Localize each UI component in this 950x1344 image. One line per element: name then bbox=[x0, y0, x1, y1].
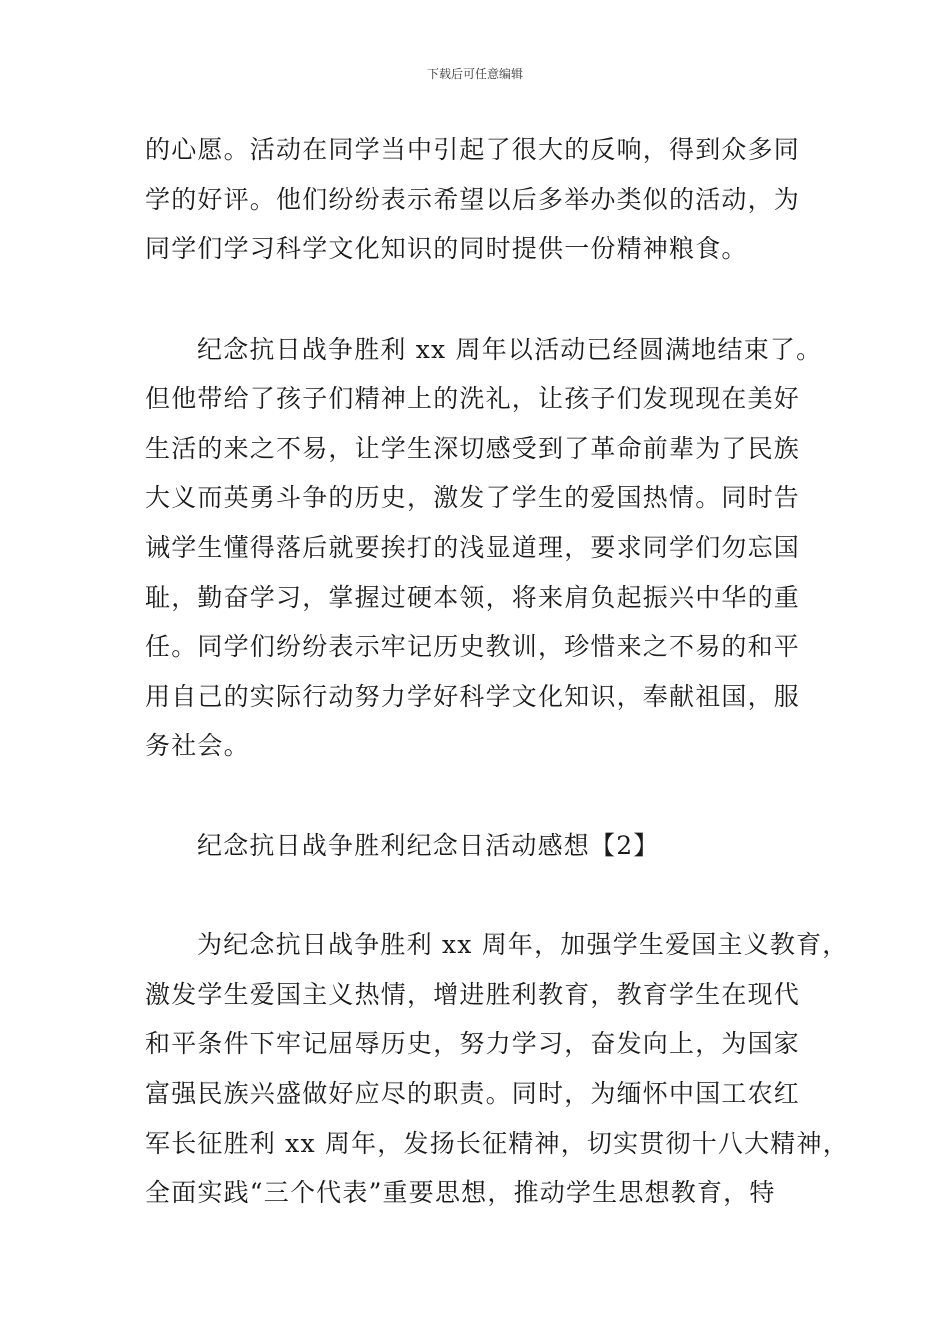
paragraph-3-line-4: 富强民族兴盛做好应尽的职责。同时，为缅怀中国工农红 bbox=[145, 1079, 801, 1108]
paragraph-1-line-3: 同学们学习科学文化知识的同时提供一份精神粮食。 bbox=[145, 234, 748, 263]
paragraph-2-line-2: 但他带给了孩子们精神上的洗礼，让孩子们发现现在美好 bbox=[145, 384, 801, 413]
paragraph-3-line-5: 军长征胜利 xx 周年，发扬长征精神，切实贯彻十八大精神， bbox=[145, 1129, 849, 1158]
paragraph-3-line-2: 激发学生爱国主义热情，增进胜利教育，教育学生在现代 bbox=[145, 980, 801, 1009]
paragraph-1-line-1: 的心愿。活动在同学当中引起了很大的反响，得到众多同 bbox=[145, 135, 801, 164]
paragraph-3-line-1: 为纪念抗日战争胜利 xx 周年，加强学生爱国主义教育， bbox=[197, 930, 849, 959]
paragraph-3-line-3: 和平条件下牢记屈辱历史，努力学习，奋发向上，为国家 bbox=[145, 1029, 801, 1058]
paragraph-2-line-4: 大义而英勇斗争的历史，激发了学生的爱国热情。同时告 bbox=[145, 483, 801, 512]
paragraph-2-line-8: 用自己的实际行动努力学好科学文化知识，奉献祖国，服 bbox=[145, 682, 801, 711]
paragraph-2-line-9: 务社会。 bbox=[145, 731, 250, 760]
paragraph-2-line-6: 耻，勤奋学习，掌握过硬本领，将来肩负起振兴中华的重 bbox=[145, 583, 801, 612]
paragraph-2-line-5: 诫学生懂得落后就要挨打的浅显道理，要求同学们勿忘国 bbox=[145, 533, 801, 562]
paragraph-2-line-1: 纪念抗日战争胜利 xx 周年以活动已经圆满地结束了。 bbox=[197, 335, 823, 364]
paragraph-2-line-3: 生活的来之不易，让学生深切感受到了革命前辈为了民族 bbox=[145, 434, 801, 463]
page-header: 下载后可任意编辑 bbox=[426, 67, 523, 81]
paragraph-1-line-2: 学的好评。他们纷纷表示希望以后多举办类似的活动，为 bbox=[145, 185, 801, 214]
paragraph-2-line-7: 任。同学们纷纷表示牢记历史教训，珍惜来之不易的和平 bbox=[145, 632, 801, 661]
section-heading: 纪念抗日战争胜利纪念日活动感想【2】 bbox=[197, 831, 660, 860]
paragraph-3-line-6: 全面实践“三个代表”重要思想，推动学生思想教育，特 bbox=[145, 1178, 776, 1207]
